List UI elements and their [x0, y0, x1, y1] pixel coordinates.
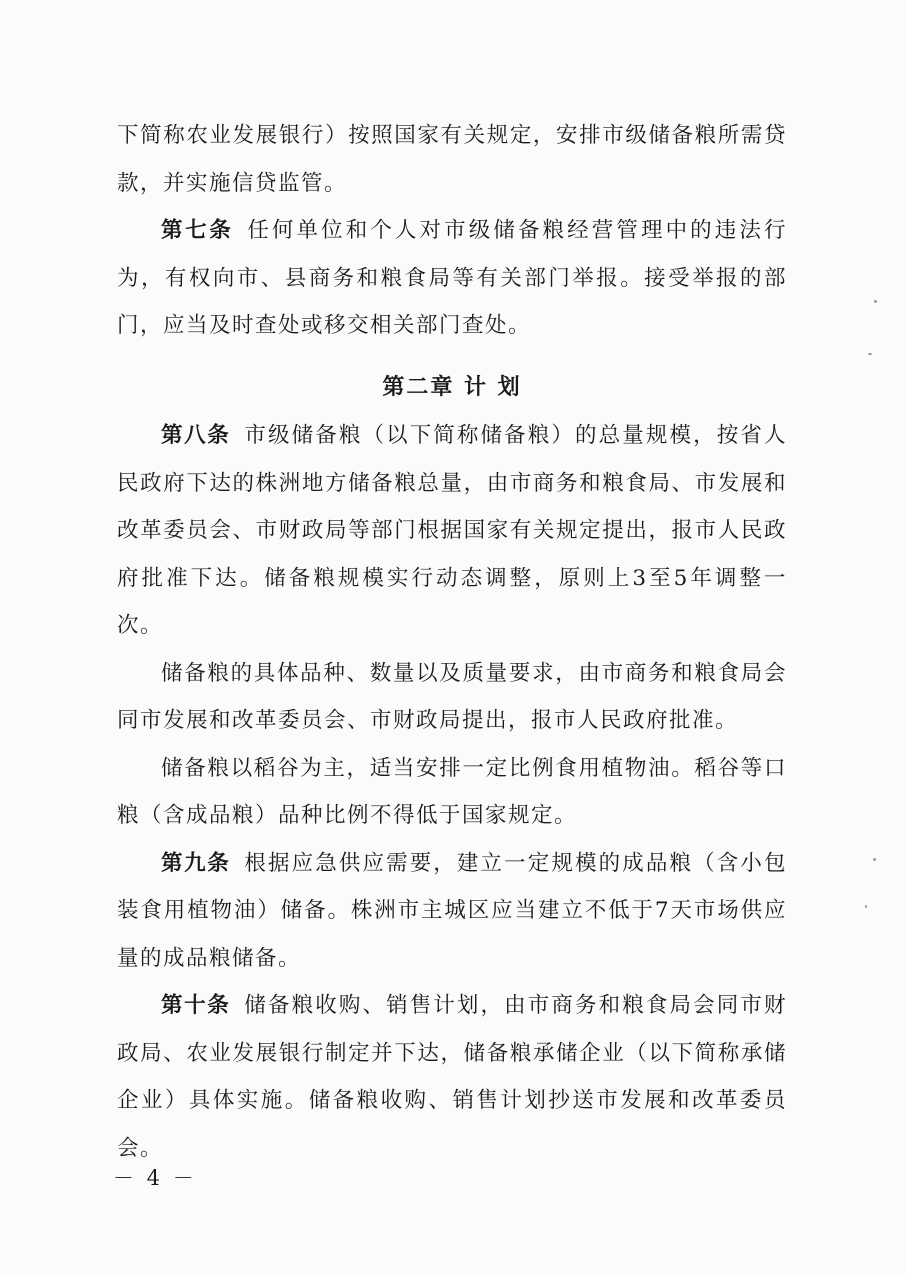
article-10-label: 第十条	[161, 993, 231, 1018]
scan-speck	[873, 858, 876, 861]
scan-speck	[868, 353, 872, 355]
article-8-text: 市级储备粮（以下简称储备粮）的总量规模，按省人民政府下达的株洲地方储备粮总量，由市商务和粮食局、市发展和改革委员会、市财政局等部门根据国家有关规定提出，报市人民政府批准下达。储备粮规模实行动态调整，原则上3至5年调整一次。	[117, 423, 787, 638]
article-10-text: 储备粮收购、销售计划，由市商务和粮食局会同市财政局、农业发展银行制定并下达，储备粮承储企业（以下简称承储企业）具体实施。储备粮收购、销售计划抄送市发展和改革委员会。	[117, 993, 787, 1161]
article-8	[117, 412, 787, 650]
article-9-label: 第九条	[161, 850, 231, 876]
varieties-text: 储备粮的具体品种、数量以及质量要求，由市商务和粮食局会同市发展和改革委员会、市财政局提出，报市人民政府批准。	[117, 660, 787, 733]
continuation-paragraph	[117, 112, 787, 207]
varieties-paragraph	[117, 650, 787, 745]
scan-speck	[874, 300, 877, 303]
article-7-label: 第七条	[161, 218, 234, 243]
rice-text: 储备粮以稻谷为主，适当安排一定比例食用植物油。稻谷等口粮（含成品粮）品种比例不得低于国家规定。	[117, 755, 787, 828]
article-7-text: 任何单位和个人对市级储备粮经营管理中的违法行为，有权向市、县商务和粮食局等有关部门举报。接受举报的部门，应当及时查处或移交相关部门查处。	[117, 218, 787, 338]
article-9-text: 根据应急供应需要，建立一定规模的成品粮（含小包装食用植物油）储备。株洲市主城区应当建立不低于7天市场供应量的成品粮储备。	[117, 850, 787, 971]
article-8-label: 第八条	[161, 423, 231, 448]
scan-speck	[865, 905, 867, 908]
article-10	[117, 982, 787, 1172]
article-9	[117, 840, 787, 983]
page-number: － 4 －	[113, 1166, 197, 1190]
continuation-text: 下简称农业发展银行）按照国家有关规定，安排市级储备粮所需贷款，并实施信贷监管。	[117, 123, 787, 196]
chapter-heading: 第二章 计 划	[382, 375, 522, 400]
section-chapter-2	[117, 412, 787, 1172]
section-top	[117, 112, 787, 350]
rice-paragraph	[117, 745, 787, 840]
article-7	[117, 207, 787, 350]
